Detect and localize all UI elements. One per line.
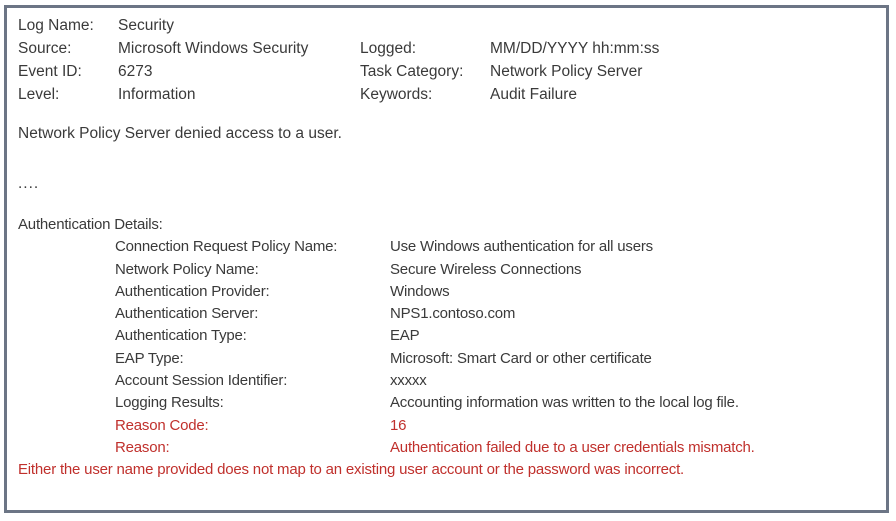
header-field-label: Task Category: <box>360 63 464 80</box>
header-field-label: Log Name: <box>18 17 94 34</box>
detail-row <box>18 348 876 370</box>
detail-value: Microsoft: Smart Card or other certificate <box>390 349 652 367</box>
detail-value: 16 <box>390 416 407 434</box>
event-header-row <box>18 37 876 60</box>
detail-value: NPS1.contoso.com <box>390 305 516 323</box>
detail-label: Account Session Identifier: <box>115 372 288 390</box>
detail-row <box>18 437 876 459</box>
detail-row <box>18 415 876 437</box>
authentication-details-title: Authentication Details: <box>18 216 163 233</box>
event-header-row <box>18 14 876 37</box>
header-field-value: Information <box>118 86 196 103</box>
detail-row <box>18 303 876 325</box>
header-field-value: MM/DD/YYYY hh:mm:ss <box>490 40 660 57</box>
header-field-label <box>360 14 490 37</box>
detail-label: Reason Code: <box>115 416 209 434</box>
detail-row <box>18 236 876 258</box>
header-field-label: Keywords: <box>360 86 433 103</box>
detail-label: Authentication Server: <box>115 305 259 323</box>
event-header-row <box>18 83 876 106</box>
detail-value: Authentication failed due to a user credentials mismatch. <box>390 438 755 456</box>
detail-label: EAP Type: <box>115 349 184 367</box>
event-log-panel <box>4 5 889 513</box>
header-field-value: Network Policy Server <box>490 63 643 80</box>
header-field-value: Microsoft Windows Security <box>118 40 309 57</box>
detail-label: Authentication Provider: <box>115 282 270 300</box>
ellipsis-text: .... <box>18 175 40 192</box>
event-header <box>18 14 876 106</box>
detail-row <box>18 281 876 303</box>
detail-value: EAP <box>390 327 420 345</box>
header-field-value: Audit Failure <box>490 86 578 103</box>
detail-row <box>18 259 876 281</box>
detail-row <box>18 392 876 414</box>
detail-label: Authentication Type: <box>115 327 247 345</box>
detail-row <box>18 370 876 392</box>
header-field-value <box>490 14 876 37</box>
detail-label: Reason: <box>115 438 170 456</box>
header-field-label: Event ID: <box>18 63 82 80</box>
authentication-details-list <box>18 236 876 459</box>
detail-value: xxxxx <box>390 372 427 390</box>
footer-alert-text: Either the user name provided does not map to an existing user account or the password was incorrect. <box>18 461 684 479</box>
detail-value: Windows <box>390 282 450 300</box>
event-description: Network Policy Server denied access to a user. <box>18 125 342 142</box>
header-field-label: Source: <box>18 40 72 57</box>
header-field-label: Logged: <box>360 40 417 57</box>
header-field-value: Security <box>118 17 174 34</box>
detail-value: Secure Wireless Connections <box>390 260 582 278</box>
event-header-row <box>18 60 876 83</box>
detail-value: Use Windows authentication for all users <box>390 238 653 256</box>
header-field-label: Level: <box>18 86 60 103</box>
detail-label: Logging Results: <box>115 394 224 412</box>
detail-label: Network Policy Name: <box>115 260 259 278</box>
header-field-value: 6273 <box>118 63 153 80</box>
detail-row <box>18 325 876 347</box>
detail-value: Accounting information was written to the local log file. <box>390 394 739 412</box>
detail-label: Connection Request Policy Name: <box>115 238 338 256</box>
